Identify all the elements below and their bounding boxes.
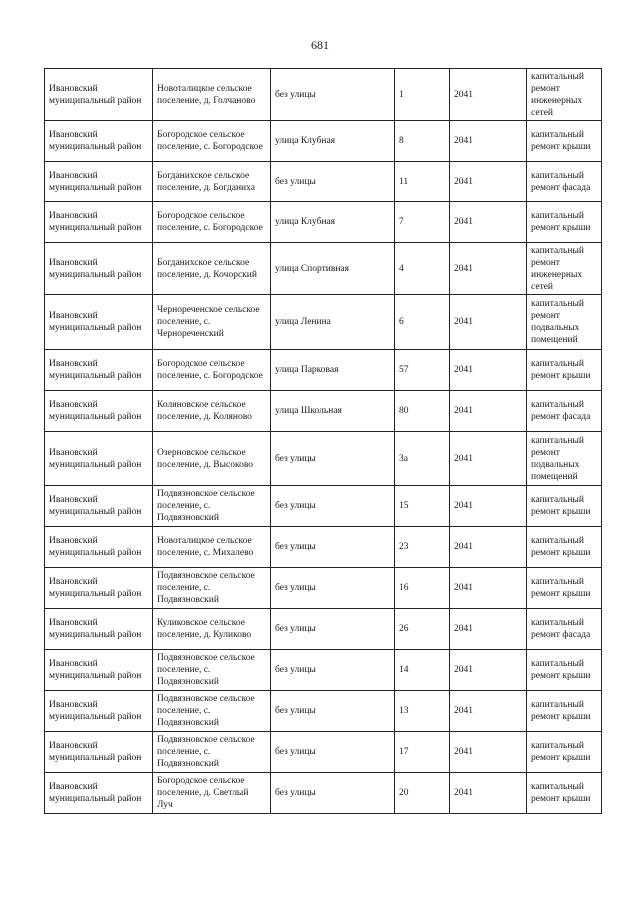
table-row — [45, 609, 602, 650]
district-cell: Ивановский муниципальный район — [45, 527, 153, 568]
settlement-cell: Куликовское сельское поселение, д. Куликово — [153, 609, 271, 650]
house-number-cell: 8 — [395, 121, 450, 162]
table-row — [45, 691, 602, 732]
street-cell: улица Клубная — [271, 121, 395, 162]
district-cell: Ивановский муниципальный район — [45, 732, 153, 773]
district-cell: Ивановский муниципальный район — [45, 202, 153, 243]
district-cell: Ивановский муниципальный район — [45, 568, 153, 609]
table-row — [45, 527, 602, 568]
year-cell: 2041 — [450, 486, 527, 527]
house-number-cell: 23 — [395, 527, 450, 568]
district-cell: Ивановский муниципальный район — [45, 162, 153, 202]
table-row — [45, 732, 602, 773]
work-type-cell: капитальный ремонт крыши — [527, 732, 602, 773]
street-cell: без улицы — [271, 773, 395, 814]
year-cell: 2041 — [450, 568, 527, 609]
district-cell: Ивановский муниципальный район — [45, 69, 153, 121]
settlement-cell: Богородское сельское поселение, с. Богородское — [153, 202, 271, 243]
district-cell: Ивановский муниципальный район — [45, 486, 153, 527]
year-cell: 2041 — [450, 202, 527, 243]
settlement-cell: Чернореченское сельское поселение, с. Чернореченский — [153, 295, 271, 350]
table-row — [45, 432, 602, 486]
table-row — [45, 650, 602, 691]
district-cell: Ивановский муниципальный район — [45, 295, 153, 350]
work-type-cell: капитальный ремонт крыши — [527, 650, 602, 691]
house-number-cell: 20 — [395, 773, 450, 814]
house-number-cell: 15 — [395, 486, 450, 527]
street-cell: улица Школьная — [271, 391, 395, 432]
house-number-cell: 16 — [395, 568, 450, 609]
house-number-cell: 3а — [395, 432, 450, 486]
table-row — [45, 295, 602, 350]
street-cell: без улицы — [271, 691, 395, 732]
house-number-cell: 7 — [395, 202, 450, 243]
street-cell: без улицы — [271, 527, 395, 568]
settlement-cell: Подвязновское сельское поселение, с. Подвязновский — [153, 732, 271, 773]
work-type-cell: капитальный ремонт фасада — [527, 391, 602, 432]
settlement-cell: Подвязновское сельское поселение, с. Подвязновский — [153, 650, 271, 691]
repair-schedule-table — [44, 68, 602, 814]
year-cell: 2041 — [450, 243, 527, 295]
year-cell: 2041 — [450, 295, 527, 350]
district-cell: Ивановский муниципальный район — [45, 121, 153, 162]
settlement-cell: Коляновское сельское поселение, д. Коляново — [153, 391, 271, 432]
year-cell: 2041 — [450, 432, 527, 486]
street-cell: без улицы — [271, 69, 395, 121]
year-cell: 2041 — [450, 732, 527, 773]
work-type-cell: капитальный ремонт крыши — [527, 773, 602, 814]
work-type-cell: капитальный ремонт крыши — [527, 121, 602, 162]
table-row — [45, 486, 602, 527]
house-number-cell: 57 — [395, 350, 450, 391]
house-number-cell: 6 — [395, 295, 450, 350]
work-type-cell: капитальный ремонт крыши — [527, 202, 602, 243]
work-type-cell: капитальный ремонт крыши — [527, 691, 602, 732]
year-cell: 2041 — [450, 350, 527, 391]
year-cell: 2041 — [450, 162, 527, 202]
district-cell: Ивановский муниципальный район — [45, 350, 153, 391]
street-cell: улица Парковая — [271, 350, 395, 391]
district-cell: Ивановский муниципальный район — [45, 691, 153, 732]
table-row — [45, 121, 602, 162]
house-number-cell: 13 — [395, 691, 450, 732]
work-type-cell: капитальный ремонт крыши — [527, 527, 602, 568]
house-number-cell: 80 — [395, 391, 450, 432]
street-cell: улица Спортивная — [271, 243, 395, 295]
house-number-cell: 11 — [395, 162, 450, 202]
settlement-cell: Подвязновское сельское поселение, с. Подвязновский — [153, 691, 271, 732]
settlement-cell: Новоталицкое сельское поселение, с. Михалево — [153, 527, 271, 568]
settlement-cell: Богородское сельское поселение, д. Светлый Луч — [153, 773, 271, 814]
district-cell: Ивановский муниципальный район — [45, 650, 153, 691]
work-type-cell: капитальный ремонт крыши — [527, 350, 602, 391]
street-cell: без улицы — [271, 609, 395, 650]
house-number-cell: 4 — [395, 243, 450, 295]
street-cell: без улицы — [271, 432, 395, 486]
street-cell: улица Ленина — [271, 295, 395, 350]
house-number-cell: 14 — [395, 650, 450, 691]
settlement-cell: Подвязновское сельское поселение, с. Подвязновский — [153, 568, 271, 609]
table-row — [45, 69, 602, 121]
work-type-cell: капитальный ремонт инженерных сетей — [527, 243, 602, 295]
street-cell: без улицы — [271, 162, 395, 202]
street-cell: без улицы — [271, 568, 395, 609]
table-row — [45, 162, 602, 202]
table-row — [45, 202, 602, 243]
year-cell: 2041 — [450, 391, 527, 432]
table-row — [45, 350, 602, 391]
settlement-cell: Богданихское сельское поселение, д. Богданиха — [153, 162, 271, 202]
table-row — [45, 568, 602, 609]
house-number-cell: 17 — [395, 732, 450, 773]
settlement-cell: Подвязновское сельское поселение, с. Подвязновский — [153, 486, 271, 527]
district-cell: Ивановский муниципальный район — [45, 243, 153, 295]
settlement-cell: Богородское сельское поселение, с. Богородское — [153, 350, 271, 391]
table-row — [45, 391, 602, 432]
table-row — [45, 773, 602, 814]
street-cell: улица Клубная — [271, 202, 395, 243]
year-cell: 2041 — [450, 121, 527, 162]
year-cell: 2041 — [450, 609, 527, 650]
year-cell: 2041 — [450, 773, 527, 814]
work-type-cell: капитальный ремонт фасада — [527, 609, 602, 650]
year-cell: 2041 — [450, 69, 527, 121]
table-body — [45, 69, 602, 814]
district-cell: Ивановский муниципальный район — [45, 609, 153, 650]
work-type-cell: капитальный ремонт крыши — [527, 568, 602, 609]
district-cell: Ивановский муниципальный район — [45, 773, 153, 814]
settlement-cell: Богданихское сельское поселение, д. Кочорский — [153, 243, 271, 295]
year-cell: 2041 — [450, 650, 527, 691]
house-number-cell: 26 — [395, 609, 450, 650]
work-type-cell: капитальный ремонт подвальных помещений — [527, 432, 602, 486]
house-number-cell: 1 — [395, 69, 450, 121]
work-type-cell: капитальный ремонт подвальных помещений — [527, 295, 602, 350]
district-cell: Ивановский муниципальный район — [45, 391, 153, 432]
work-type-cell: капитальный ремонт инженерных сетей — [527, 69, 602, 121]
street-cell: без улицы — [271, 650, 395, 691]
page-number: 681 — [311, 38, 329, 52]
settlement-cell: Озерновское сельское поселение, д. Высоково — [153, 432, 271, 486]
year-cell: 2041 — [450, 691, 527, 732]
settlement-cell: Богородское сельское поселение, с. Богородское — [153, 121, 271, 162]
year-cell: 2041 — [450, 527, 527, 568]
district-cell: Ивановский муниципальный район — [45, 432, 153, 486]
street-cell: без улицы — [271, 732, 395, 773]
work-type-cell: капитальный ремонт фасада — [527, 162, 602, 202]
table-row — [45, 243, 602, 295]
settlement-cell: Новоталицкое сельское поселение, д. Голчаново — [153, 69, 271, 121]
work-type-cell: капитальный ремонт крыши — [527, 486, 602, 527]
street-cell: без улицы — [271, 486, 395, 527]
